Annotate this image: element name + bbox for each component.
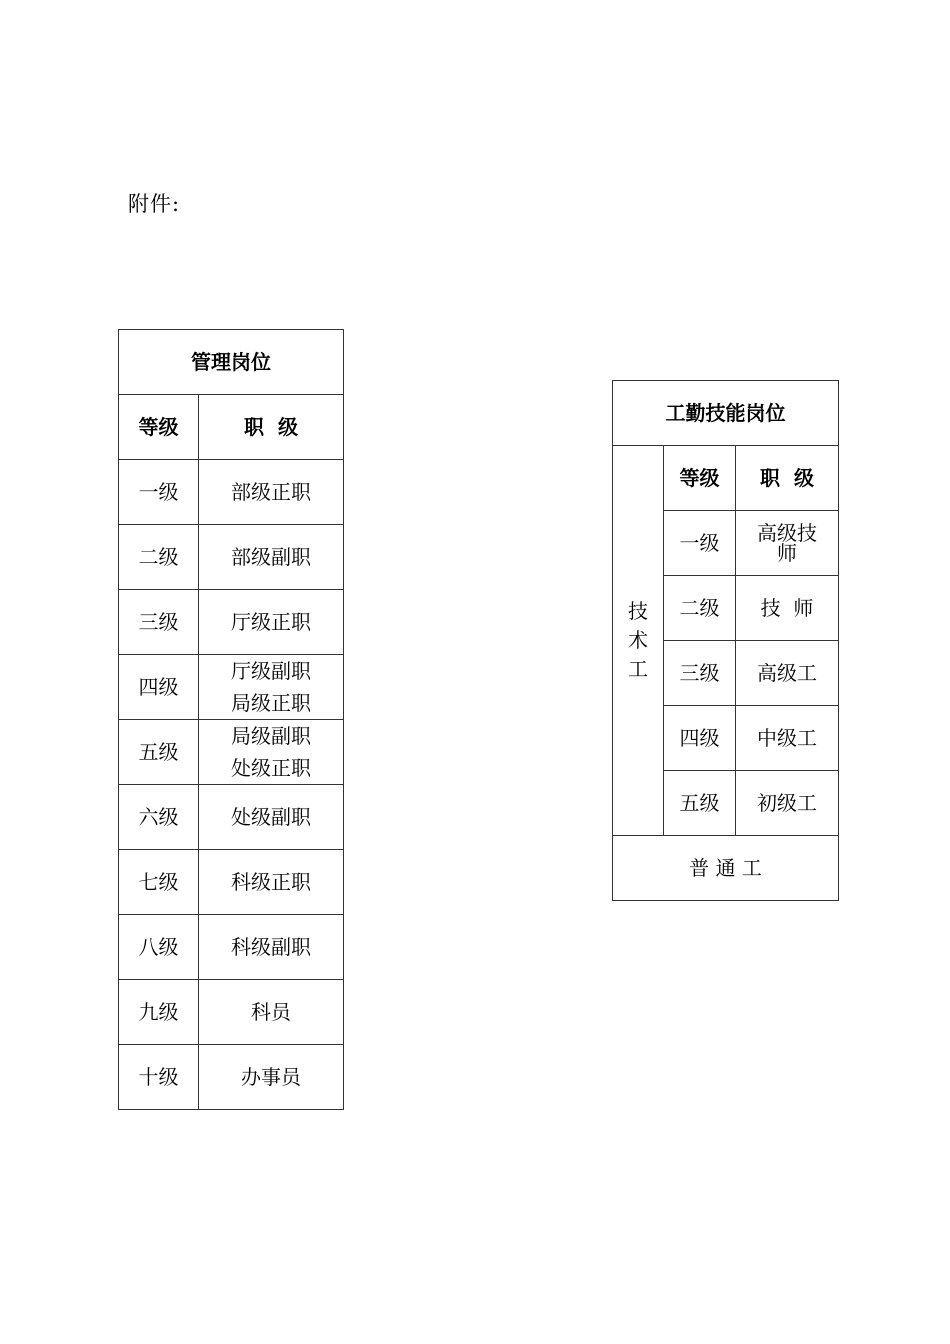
- rank-cell: [199, 720, 344, 785]
- rank-cell: [736, 641, 839, 706]
- rank-cell: [736, 706, 839, 771]
- rank-cell: [199, 655, 344, 720]
- general-worker-cell: 普 通 工: [613, 836, 839, 901]
- rank-cell: [199, 525, 344, 590]
- grade-cell: 三级: [119, 590, 199, 655]
- rank-line: 科级副职: [231, 935, 311, 959]
- group-char: 术: [628, 628, 648, 652]
- group-char: 工: [628, 657, 648, 681]
- group-char: 技: [628, 599, 648, 623]
- rank-line: 科员: [251, 1000, 291, 1024]
- rank-line: 局级副职: [231, 724, 311, 748]
- management-table-title: 管理岗位: [119, 330, 344, 395]
- grade-cell: 八级: [119, 915, 199, 980]
- table-row: [119, 720, 344, 785]
- rank-cell: [199, 980, 344, 1045]
- rank-line: 高级技: [757, 521, 817, 545]
- technical-positions-table: [612, 380, 839, 901]
- header-grade: 等级: [664, 446, 736, 511]
- table-row: [119, 850, 344, 915]
- rank-cell: [199, 460, 344, 525]
- rank-cell: [199, 850, 344, 915]
- rank-line: 中级工: [757, 726, 817, 750]
- rank-line: 技 师: [760, 596, 814, 620]
- table-row: [119, 1045, 344, 1110]
- rank-cell: [199, 785, 344, 850]
- table-row: [119, 655, 344, 720]
- attachment-label: 附件:: [128, 192, 181, 216]
- grade-cell: 十级: [119, 1045, 199, 1110]
- grade-cell: 七级: [119, 850, 199, 915]
- grade-cell: 五级: [664, 771, 736, 836]
- grade-cell: 六级: [119, 785, 199, 850]
- rank-line: 科级正职: [231, 870, 311, 894]
- grade-cell: 四级: [664, 706, 736, 771]
- technician-group-cell: [613, 446, 664, 836]
- grade-cell: 四级: [119, 655, 199, 720]
- rank-line: 师: [777, 541, 797, 565]
- header-grade: 等级: [119, 395, 199, 460]
- grade-cell: 一级: [664, 511, 736, 576]
- rank-line: 部级副职: [231, 545, 311, 569]
- table-row: [119, 980, 344, 1045]
- rank-cell: [199, 590, 344, 655]
- rank-line: 局级正职: [231, 691, 311, 715]
- grade-cell: 一级: [119, 460, 199, 525]
- rank-line: 处级副职: [231, 805, 311, 829]
- rank-cell: [736, 576, 839, 641]
- table-row: [119, 525, 344, 590]
- grade-cell: 五级: [119, 720, 199, 785]
- rank-line: 初级工: [757, 791, 817, 815]
- table-row: [119, 590, 344, 655]
- rank-cell: [736, 511, 839, 576]
- grade-cell: 二级: [119, 525, 199, 590]
- header-rank: 职 级: [199, 395, 344, 460]
- grade-cell: 三级: [664, 641, 736, 706]
- rank-line: 处级正职: [231, 756, 311, 780]
- header-rank: 职 级: [736, 446, 839, 511]
- rank-line: 厅级正职: [231, 610, 311, 634]
- grade-cell: 二级: [664, 576, 736, 641]
- rank-cell: [736, 771, 839, 836]
- rank-line: 办事员: [241, 1065, 301, 1089]
- grade-cell: 九级: [119, 980, 199, 1045]
- rank-cell: [199, 1045, 344, 1110]
- rank-line: 厅级副职: [231, 659, 311, 683]
- rank-line: 高级工: [757, 661, 817, 685]
- table-row: [119, 460, 344, 525]
- table-row: [119, 915, 344, 980]
- rank-line: 部级正职: [231, 480, 311, 504]
- rank-cell: [199, 915, 344, 980]
- technical-table-title: 工勤技能岗位: [613, 381, 839, 446]
- management-positions-table: [118, 329, 344, 1110]
- table-row: [119, 785, 344, 850]
